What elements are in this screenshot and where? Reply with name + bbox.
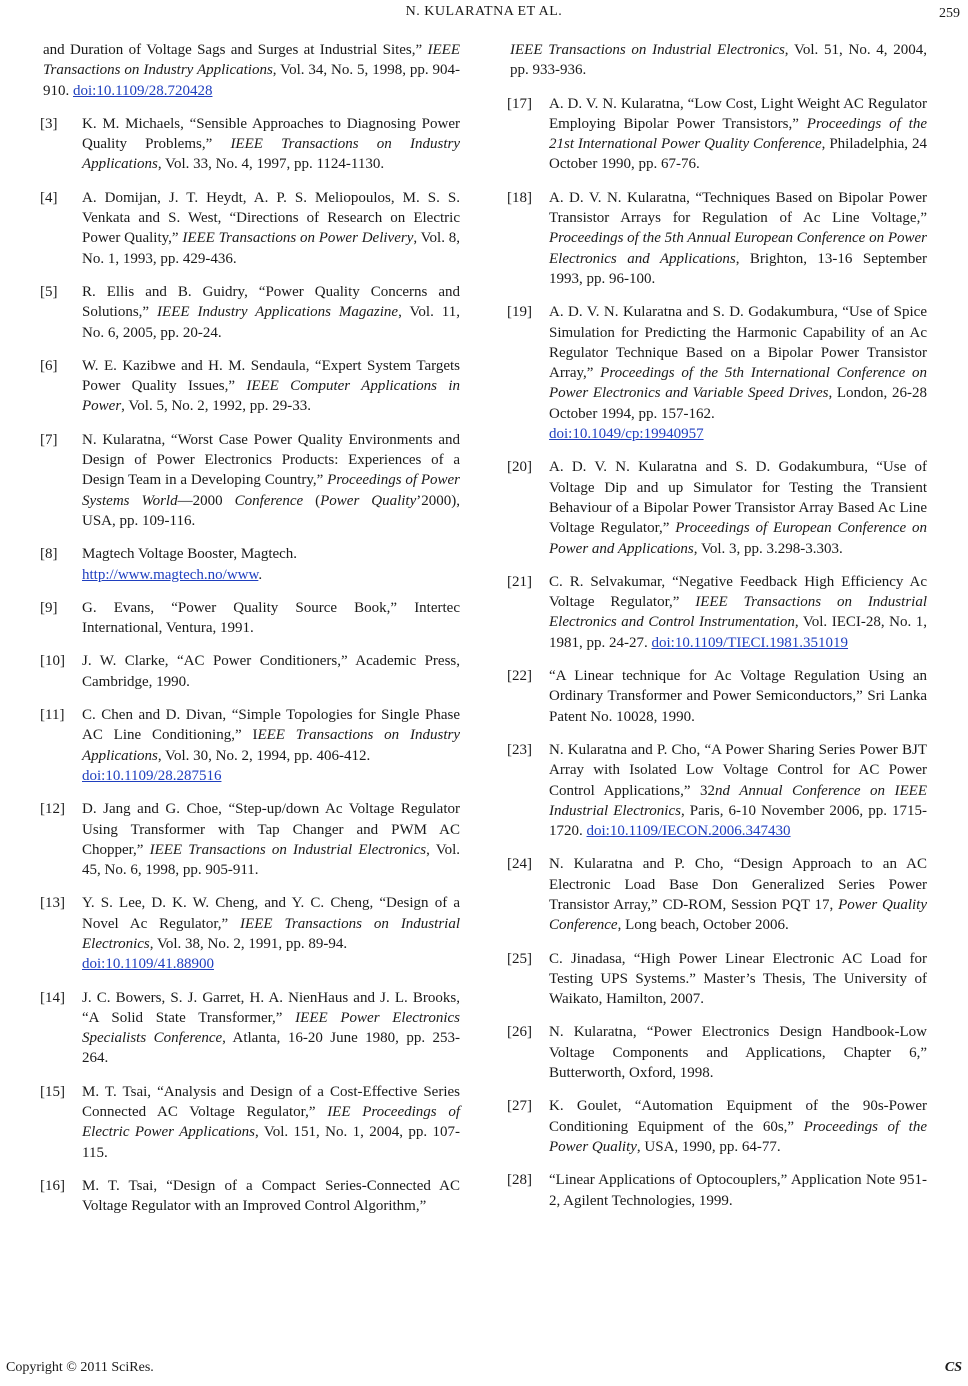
doi-link[interactable]: doi:10.1109/41.88900 [82, 956, 214, 973]
reference-number: [13] [40, 895, 65, 912]
reference-number: [19] [507, 304, 532, 321]
reference-24: [24] N. Kularatna and P. Cho, “Design Approach to an AC Electronic Load Base Don Generalized Series Power Transistor Array,” CD-ROM, Session PQT 17, Power Quality Conference, Long beach, October 2006. [507, 856, 928, 934]
reference-number: [11] [40, 707, 65, 724]
reference-number: [4] [40, 189, 58, 206]
reference-12: [12] D. Jang and G. Choe, “Step-up/down Ac Voltage Regulator Using Transformer with Tap Changer and PWM AC Chopper,” IEEE Transactions on Industrial Electronics, Vol. 45, No. 6, 1998, pp. 905-911. [40, 801, 461, 879]
reference-number: [16] [40, 1177, 65, 1194]
page-footer [0, 1360, 968, 1380]
doi-link[interactable]: doi:10.1109/28.720428 [73, 82, 213, 99]
page-header [0, 4, 968, 24]
reference-26: [26] N. Kularatna, “Power Electronics Design Handbook-Low Voltage Components and Applications, Chapter 6,” Butterworth, Oxford, 1998. [507, 1024, 927, 1082]
page-number: 259 [939, 6, 960, 21]
reference-18: [18] A. D. V. N. Kularatna, “Techniques Based on Bipolar Power Transistor Arrays for Regulation of Ac Line Voltage,” Proceedings of the 5th Annual European Conference on Power Electronics and Applications, Brighton, 13-16 September 1993, pp. 96-100. [507, 189, 927, 287]
reference-13: [13] Y. S. Lee, D. K. W. Cheng, and Y. C. Cheng, “Design of a Novel Ac Regulator,” IEEE Transactions on Industrial Electronics, Vol. 38, No. 2, 1991, pp. 89-94. doi:10.1109/41.88900 [40, 895, 460, 973]
reference-14: [14] J. C. Bowers, S. J. Garret, H. A. NienHaus and J. L. Brooks, “A Solid State Transformer,” IEEE Power Electronics Specialists Conference, Atlanta, 16-20 June 1980, pp. 253-264. [40, 989, 461, 1067]
reference-7: [7] N. Kularatna, “Worst Case Power Quality Environments and Design of Power Electronics Products: Experiences of a Design Team in a Developing Country,” Proceedings of Power Systems World—2000 Conference (Power Quality’2000), USA, pp. 109-116. [40, 431, 460, 529]
reference-10: [10] J. W. Clarke, “AC Power Conditioners,” Academic Press, Cambridge, 1990. [40, 653, 460, 690]
reference-number: [18] [507, 189, 532, 206]
references-left-column [40, 40, 460, 1230]
reference-number: [20] [507, 459, 532, 476]
reference-25: [25] C. Jinadasa, “High Power Linear Electronic AC Load for Testing UPS Systems.” Master’s Thesis, The University of Waikato, Hamilton, 2007. [507, 950, 927, 1008]
reference-number: [17] [507, 95, 532, 112]
reference-23: [23] N. Kularatna and P. Cho, “A Power Sharing Series Power BJT Array with Isolated Low Voltage Control for AC Power Control Applications,” 32nd Annual Conference on IEEE Industrial Electronics, Paris, 6-10 November 2006, pp. 1715-1720. doi:10.1109/IECON.2006.347430 [507, 741, 927, 840]
reference-number: [15] [40, 1083, 65, 1100]
reference-number: [28] [507, 1172, 532, 1189]
running-title: N. KULARATNA ET AL. [405, 4, 563, 19]
reference-number: [23] [507, 741, 532, 758]
reference-number: [10] [40, 653, 65, 670]
reference-number: [21] [507, 573, 532, 590]
reference-continuation: and Duration of Voltage Sags and Surges at Industrial Sites,” IEEE Transactions on Industry Applications, Vol. 34, No. 5, 1998, pp. 904-910. doi:10.1109/28.720428 [43, 42, 461, 99]
journal-abbreviation: CS [944, 1360, 962, 1375]
doi-link[interactable]: doi:10.1109/28.287516 [82, 767, 222, 784]
reference-5: [5] R. Ellis and B. Guidry, “Power Quality Concerns and Solutions,” IEEE Industry Applications Magazine, Vol. 11, No. 6, 2005, pp. 20-24. [40, 283, 460, 341]
reference-number: [8] [40, 546, 58, 563]
reference-20: [20] A. D. V. N. Kularatna and S. D. Godakumbura, “Use of Voltage Dip and up Simulator for Testing the Transient Behaviour of a Bipolar Power Transistor Array Based Ac Line Voltage Regulator,” Proceedings of European Conference on Power and Applications, Vol. 3, pp. 3.298-3.303. [507, 459, 927, 557]
reference-4: [4] A. Domijan, J. T. Heydt, A. P. S. Meliopoulos, M. S. S. Venkata and S. West, “Directions of Research on Electric Power Quality,” IEEE Transactions on Power Delivery, Vol. 8, No. 1, 1993, pp. 429-436. [40, 189, 460, 267]
reference-19: [19] A. D. V. N. Kularatna and S. D. Godakumbura, “Use of Spice Simulation for Predicting the Harmonic Capability of an Ac Regulator Technique Based on a Bipolar Power Transistor Array,” Proceedings of the 5th International Conference on Power Electronics and Variable Speed Drives, London, 26-28 October 1994, pp. 157-162. doi:10.1049/cp:19940957 [507, 304, 927, 443]
reference-8: [8] Magtech Voltage Booster, Magtech. http://www.magtech.no/www. [40, 546, 298, 583]
reference-number: [24] [507, 856, 532, 873]
reference-number: [22] [507, 668, 532, 685]
reference-27: [27] K. Goulet, “Automation Equipment of the 90s-Power Conditioning Equipment of the 60s,” Proceedings of the Power Quality, USA, 1990, pp. 64-77. [507, 1098, 927, 1155]
reference-number: [6] [40, 357, 58, 374]
reference-number: [25] [507, 950, 532, 967]
reference-15: [15] M. T. Tsai, “Analysis and Design of a Cost-Effective Series Connected AC Voltage Regulator,” IEE Proceedings of Electric Power Applications, Vol. 151, No. 1, 2004, pp. 107-115. [40, 1083, 461, 1161]
reference-16: [16] M. T. Tsai, “Design of a Compact Series-Connected AC Voltage Regulator with an Improved Control Algorithm,” [40, 1177, 460, 1215]
doi-link[interactable]: doi:10.1109/TIECI.1981.351019 [651, 634, 849, 651]
reference-number: [14] [40, 989, 65, 1006]
doi-link[interactable]: doi:10.1109/IECON.2006.347430 [586, 823, 791, 840]
reference-continuation: IEEE Transactions on Industrial Electronics, Vol. 51, No. 4, 2004, pp. 933-936. [510, 42, 927, 79]
reference-28: [28] “Linear Applications of Optocouplers,” Application Note 951-2, Agilent Technologies, 1999. [507, 1172, 927, 1209]
reference-9: [9] G. Evans, “Power Quality Source Book,” Intertec International, Ventura, 1991. [40, 599, 460, 637]
reference-number: [26] [507, 1024, 532, 1041]
reference-3: [3] K. M. Michaels, “Sensible Approaches to Diagnosing Power Quality Problems,” IEEE Transactions on Industry Applications, Vol. 33, No. 4, 1997, pp. 1124-1130. [40, 115, 460, 173]
reference-number: [12] [40, 801, 65, 818]
reference-21: [21] C. R. Selvakumar, “Negative Feedback High Efficiency Ac Voltage Regulator,” IEEE Transactions on Industrial Electronics and Control Instrumentation, Vol. IECI-28, No. 1, 1981, pp. 24-27. doi:10.1109/TIECI.1981.351019 [507, 573, 928, 651]
reference-number: [7] [40, 431, 58, 448]
reference-22: [22] “A Linear technique for Ac Voltage Regulation Using an Ordinary Transformer and Power Semiconductors,” Sri Lanka Patent No. 10028, 1990. [507, 668, 927, 725]
reference-number: [3] [40, 115, 58, 132]
reference-17: [17] A. D. V. N. Kularatna, “Low Cost, Light Weight AC Regulator Employing Bipolar Power Transistors,” Proceedings of the 21st International Power Quality Conference, Philadelphia, 24 October 1990, pp. 67-76. [507, 95, 927, 173]
reference-number: [5] [40, 283, 58, 300]
copyright-notice: Copyright © 2011 SciRes. [6, 1360, 154, 1375]
url-link[interactable]: http://www.magtech.no/www [82, 566, 259, 583]
reference-6: [6] W. E. Kazibwe and H. M. Sendaula, “Expert System Targets Power Quality Issues,” IEEE Computer Applications in Power, Vol. 5, No. 2, 1992, pp. 29-33. [40, 357, 460, 415]
doi-link[interactable]: doi:10.1049/cp:19940957 [549, 426, 704, 443]
reference-number: [9] [40, 599, 58, 616]
reference-11: [11] C. Chen and D. Divan, “Simple Topologies for Single Phase AC Line Conditioning,” IEEE Transactions on Industry Applications, Vol. 30, No. 2, 1994, pp. 406-412. doi:10.1109/28.287516 [40, 707, 460, 784]
reference-number: [27] [507, 1098, 532, 1115]
references-right-column [507, 40, 927, 1224]
